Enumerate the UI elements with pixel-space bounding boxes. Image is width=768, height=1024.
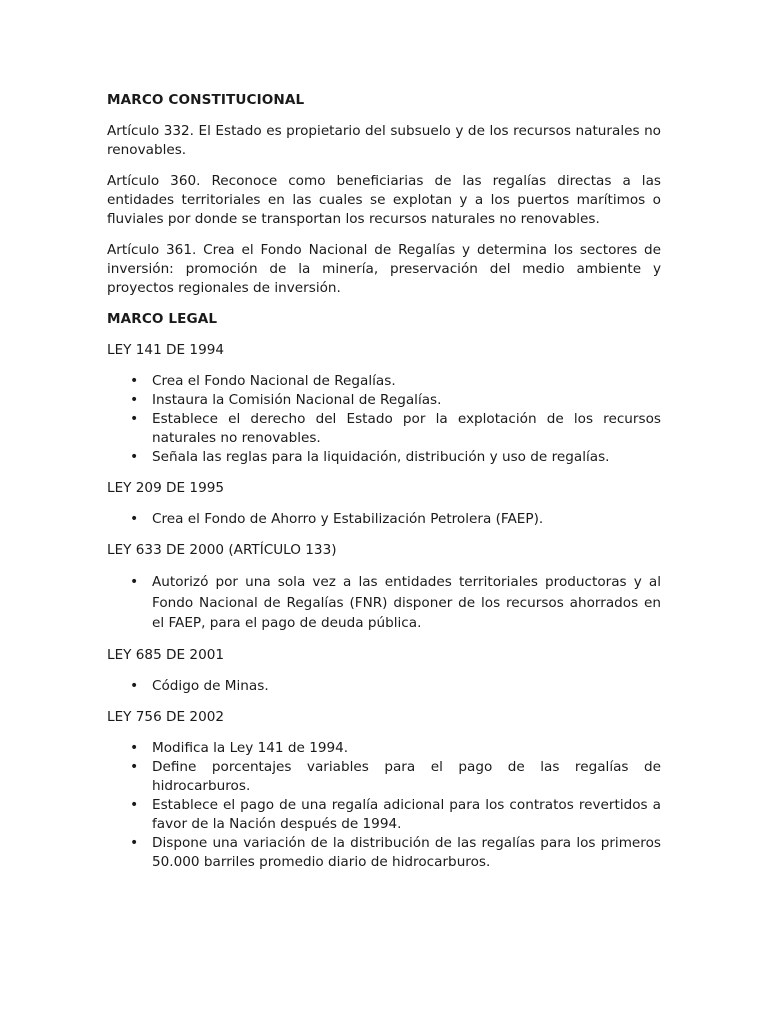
list-item: • Modifica la Ley 141 de 1994. xyxy=(152,739,661,758)
law-items-756-2002 xyxy=(107,739,661,872)
section-heading-legal: MARCO LEGAL xyxy=(107,311,218,327)
list-item: • Instaura la Comisión Nacional de Regalías. xyxy=(152,391,661,410)
list-item: • Dispone una variación de la distribución de las regalías para los primeros 50.000 barriles promedio diario de hidrocarburos. xyxy=(152,834,661,872)
article-361: Artículo 361. Crea el Fondo Nacional de Regalías y determina los sectores de inversión: promoción de la minería, preservación del medio ambiente y proyectos regionales de inversión. xyxy=(107,242,661,296)
list-item: • Código de Minas. xyxy=(152,677,661,696)
document-page xyxy=(107,91,661,884)
list-item: • Crea el Fondo Nacional de Regalías. xyxy=(152,372,661,391)
law-items-209-1995 xyxy=(107,510,661,529)
law-title-209-1995: LEY 209 DE 1995 xyxy=(107,480,225,496)
list-item: • Autorizó por una sola vez a las entidades territoriales productoras y al Fondo Nacional de Regalías (FNR) disponer de los recursos ahorrados en el FAEP, para el pago de deuda pública. xyxy=(152,572,661,634)
law-items-141-1994 xyxy=(107,372,661,467)
law-items-685-2001 xyxy=(107,677,661,696)
list-item: • Establece el derecho del Estado por la explotación de los recursos naturales no renovables. xyxy=(152,410,661,448)
section-heading-constitutional: MARCO CONSTITUCIONAL xyxy=(107,92,305,108)
law-items-633-2000 xyxy=(107,572,661,634)
law-title-685-2001: LEY 685 DE 2001 xyxy=(107,646,225,663)
list-item: • Señala las reglas para la liquidación, distribución y uso de regalías. xyxy=(152,448,661,467)
article-360: Artículo 360. Reconoce como beneficiarias de las regalías directas a las entidades territoriales en las cuales se explotan y a los puertos marítimos o fluviales por donde se transportan los recursos naturales no renovables. xyxy=(107,173,661,227)
article-332: Artículo 332. El Estado es propietario del subsuelo y de los recursos naturales no renovables. xyxy=(107,123,661,158)
list-item: • Establece el pago de una regalía adicional para los contratos revertidos a favor de la Nación después de 1994. xyxy=(152,796,661,834)
law-title-756-2002: LEY 756 DE 2002 xyxy=(107,708,225,725)
law-title-633-2000: LEY 633 DE 2000 (ARTÍCULO 133) xyxy=(107,542,337,558)
list-item: • Crea el Fondo de Ahorro y Estabilización Petrolera (FAEP). xyxy=(152,510,661,529)
list-item: • Define porcentajes variables para el pago de las regalías de hidrocarburos. xyxy=(152,758,661,796)
law-title-141-1994: LEY 141 DE 1994 xyxy=(107,342,225,358)
